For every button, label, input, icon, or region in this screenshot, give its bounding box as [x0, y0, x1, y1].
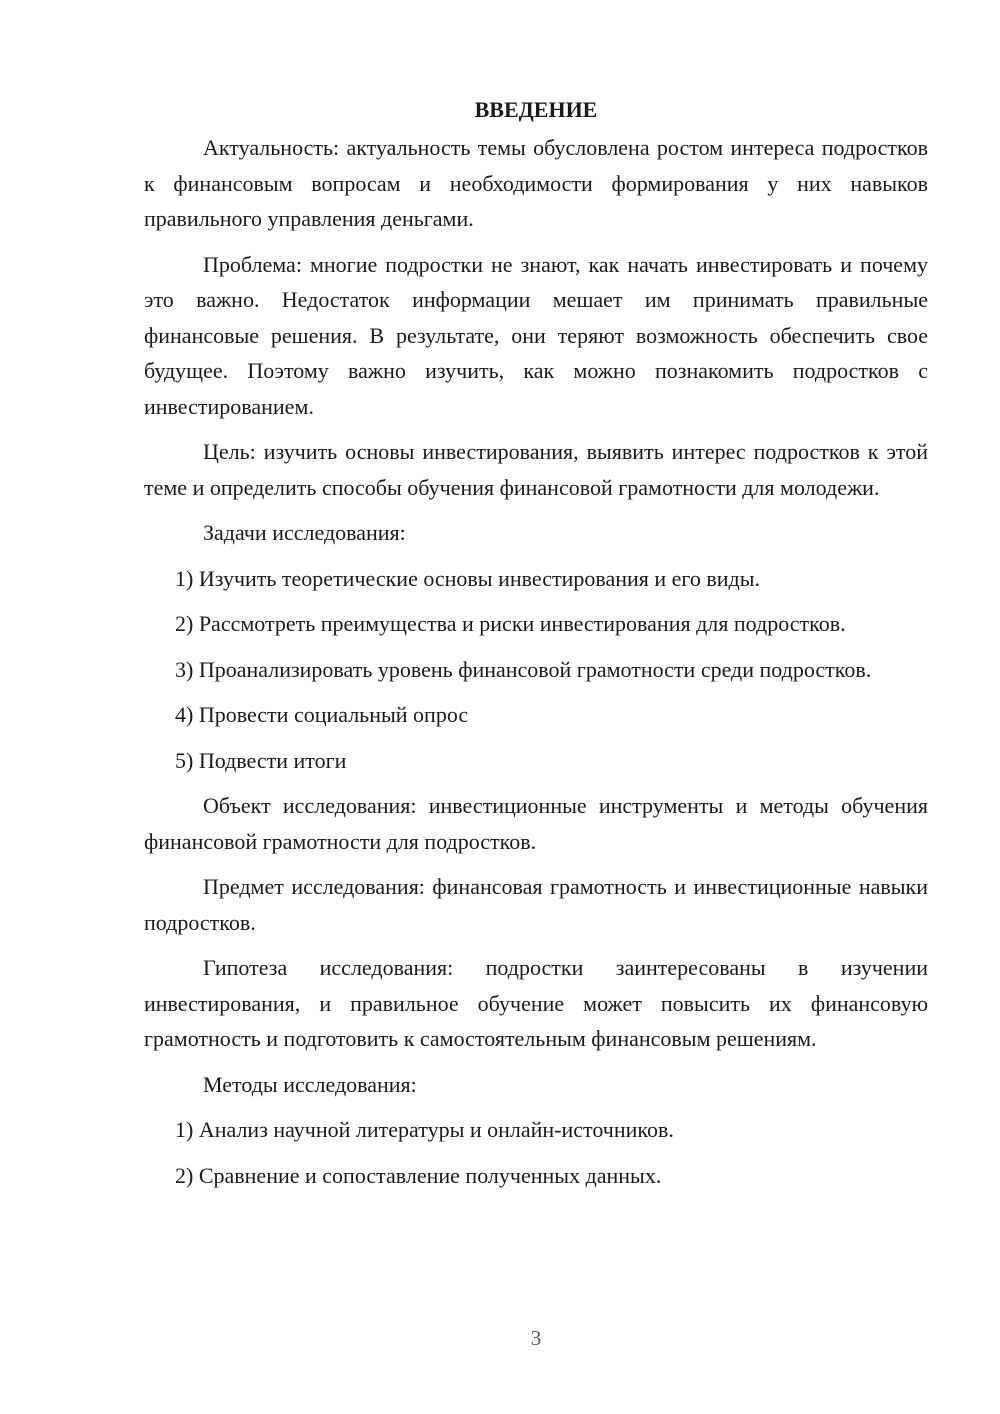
document-page [144, 92, 928, 1203]
list-item-method-2: 2) Сравнение и сопоставление полученных данных. [175, 1162, 662, 1188]
list-item-task-1: 1) Изучить теоретические основы инвестирования и его виды. [175, 565, 761, 591]
paragraph-hypothesis: Гипотеза исследования: подростки заинтересованы в изучении инвестирования, и правильное обучение может повысить их финансовую грамотность и подготовить к самостоятельным финансовым решениям. [144, 955, 928, 1051]
list-item-task-4: 4) Провести социальный опрос [175, 702, 469, 727]
list-item-method-1: 1) Анализ научной литературы и онлайн-источников. [175, 1117, 674, 1142]
section-title: ВВЕДЕНИЕ [474, 97, 598, 122]
paragraph-goal: Цель: изучить основы инвестирования, выявить интерес подростков к этой теме и определить способы обучения финансовой грамотности для молодежи. [144, 439, 928, 500]
paragraph-tasks-heading: Задачи исследования: [203, 520, 406, 545]
paragraph-relevance: Актуальность: актуальность темы обусловлена ростом интереса подростков к финансовым вопросам и необходимости формирования у них навыков правильного управления деньгами. [144, 135, 928, 231]
paragraph-problem: Проблема: многие подростки не знают, как начать инвестировать и почему это важно. Недостаток информации мешает им принимать правильные финансовые решения. В результате, они теряют возможность обеспечить свое будущее. Поэтому важно изучить, как можно познакомить подростков с инвестированием. [144, 251, 928, 419]
list-item-task-5: 5) Подвести итоги [175, 747, 347, 773]
paragraph-subject: Предмет исследования: финансовая грамотность и инвестиционные навыки подростков. [144, 874, 928, 935]
paragraph-methods-heading: Методы исследования: [203, 1071, 417, 1097]
paragraph-object: Объект исследования: инвестиционные инструменты и методы обучения финансовой грамотности для подростков. [144, 793, 928, 854]
list-item-task-3: 3) Проанализировать уровень финансовой грамотности среди подростков. [175, 656, 872, 682]
page-number: 3 [530, 1326, 542, 1350]
list-item-task-2: 2) Рассмотреть преимущества и риски инвестирования для подростков. [175, 611, 846, 636]
